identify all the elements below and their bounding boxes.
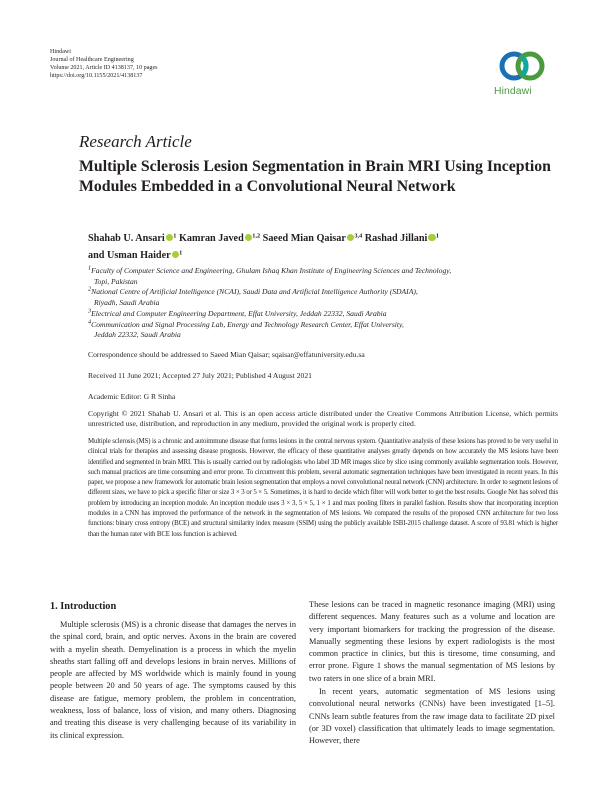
section-heading: 1. Introduction	[50, 601, 117, 612]
publication-dates: Received 11 June 2021; Accepted 27 July 2021; Published 4 August 2021	[88, 371, 312, 380]
publisher-name: Hindawi	[50, 49, 71, 55]
author-affil-sup: 1,2	[252, 232, 261, 240]
author-name: and Usman Haider	[88, 250, 171, 261]
copyright-notice: Copyright © 2021 Shahab U. Ansari et al. This is an open access article distributed under the Creative Commons Attribution License, which permits unrestricted use, distribution, and reproduction in any medium, provided the original work is properly cited.	[88, 409, 558, 429]
body-paragraph: In recent years, automatic segmentation of MS lesions using convolutional neural networks (CNNs) have been investigated [1–5]. CNNs learn subtle features from the raw image data to facilitate 2D pixel (or 3D voxel) classification that ultimately leads to image segmentation. However, there	[309, 687, 555, 746]
article-title: Multiple Sclerosis Lesion Segmentation in Brain MRI Using Inception Modules Embedded in a Convolutional Neural Network	[79, 158, 551, 195]
author-name: Shahab U. Ansari	[88, 233, 165, 244]
affiliation-item: $^3$Electrical and Computer Engineering Department, Effat University, Jeddah 22332, Saudi Arabia	[88, 307, 387, 318]
volume-line: Volume 2021, Article ID 4138137, 10 pages	[50, 65, 158, 71]
affiliation-item: $^4$Communication and Signal Processing Lab, Energy and Technology Research Center, Effat University, Jeddah 22332, Saudi Arabia	[88, 318, 404, 340]
hindawi-logo-icon	[498, 47, 546, 85]
affiliation-item: $^1$Faculty of Computer Science and Engineering, Ghulam Ishaq Khan Institute of Engineering Sciences and Technology, Topi, Pakistan	[88, 264, 452, 286]
abstract: Multiple sclerosis (MS) is a chronic and autoimmune disease that forms lesions in the central nervous system. Quantitative analysis of these lesions has proved to be very useful in clinical trials for therapies and assessing disease prognosis. However, the efficacy of these quantitative analyses greatly depends on how accurately the MS lesions have been identified and segmented in brain MRI. This is usually carried out by radiologists who label 3D MR images slice by slice using commonly available segmentation tools. However, such manual practices are time consuming and error prone. To circumvent this problem, several automatic segmentation techniques have been investigated in recent years. In this paper, we propose a new framework for automatic brain lesion segmentation that employs a novel convolutional neural network (CNN) architecture. In order to segment lesions of different sizes, we have to pick a specific filter or size 3 × 3 or 5 × 5. Sometimes, it is hard to decide which filter will work better to get the best results. Google Net has solved this problem by introducing an inception module. An inception module uses 3 × 3, 5 × 5, 1 × 1 and max pooling filters in parallel fashion. Results show that incorporating inception modules in a CNN has improved the performance of the network in the segmentation of MS lesions. We compared the results of the proposed CNN architecture for two loss functions: binary cross entropy (BCE) and structural similarity index measure (SSIM) using the publicly available ISBI-2015 challenge dataset. A score of 93.81 which is higher than the human rater with BCE loss function is achieved.	[88, 438, 558, 538]
body-column-left	[50, 619, 296, 742]
body-paragraph: These lesions can be traced in magnetic resonance imaging (MRI) using different sequences. Many features such as a volume and location are very important biomarkers for tracking the progression of the disease. Manually segmenting these lesions by expert radiologists is the most common practice in clinics, but this is tiresome, time consuming, and error prone. Figure 1 shows the manual segmentation of MS lesions by two raters in one slice of a brain MRI.	[309, 600, 555, 683]
author-name: Rashad Jillani	[364, 233, 428, 244]
journal-name: Journal of Healthcare Engineering	[50, 57, 134, 63]
correspondence: Correspondence should be addressed to Saeed Mian Qaisar; sqaisar@effatuniversity.edu.sa	[88, 350, 365, 359]
logo-text: Hindawi	[494, 86, 532, 97]
doi-link[interactable]: https://doi.org/10.1155/2021/4138137	[50, 73, 143, 79]
orcid-icon[interactable]	[428, 234, 436, 242]
author-affil-sup: 1	[179, 249, 183, 257]
hindawi-logo	[494, 47, 554, 97]
article-type: Research Article	[79, 132, 192, 151]
author-name: Kamran Javed	[178, 233, 244, 244]
journal-meta	[50, 48, 158, 80]
author-affil-sup: 1	[173, 232, 177, 240]
affiliation-list	[88, 266, 558, 341]
affiliation-item: $^2$National Centre of Artificial Intelligence (NCAI), Saudi Data and Artificial Intelligence Authority (SDAIA), Riyadh, Saudi Arabia	[88, 285, 418, 308]
author-list	[88, 230, 568, 264]
body-column-right	[309, 599, 555, 748]
author-affil-sup: 1	[435, 232, 440, 240]
academic-editor: Academic Editor: G R Sinha	[88, 392, 176, 401]
body-paragraph: Multiple sclerosis (MS) is a chronic disease that damages the nerves in the spinal cord, brain, and optic nerves. Axons in the brain are covered with a myelin sheath. Demyelination is a process in which the myelin sheaths start falling off and develops lesions in brain nerves. Millions of people are affected by MS worldwide which is mainly found in young people between 20 and 50 years of age. The symptoms caused by this disease are fatigue, memory problem, the problem in concentration, weakness, loss of balance, loss of vision, and many others. Diagnosing and treating this disease is very challenging because of its variability in its clinical expression.	[50, 620, 296, 740]
author-affil-sup: 3,4	[354, 232, 363, 240]
author-name: Saeed Mian Qaisar	[262, 233, 346, 244]
